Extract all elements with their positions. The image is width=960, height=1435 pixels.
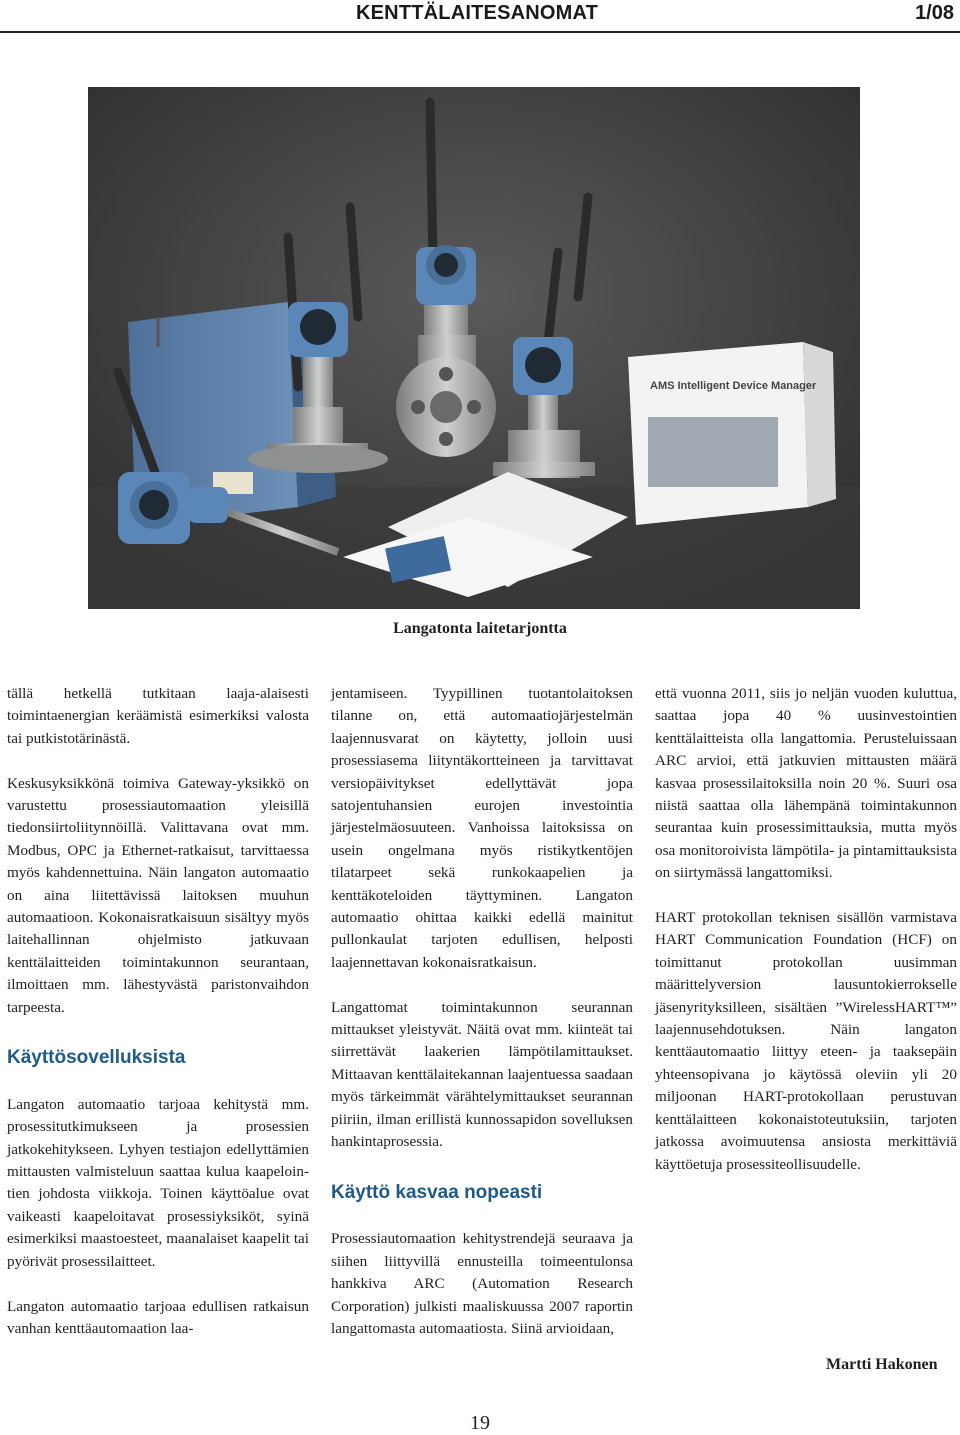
product-photo — [88, 87, 860, 609]
software-box-label: AMS Intelligent Device Manager — [650, 380, 817, 392]
author-name: Martti Hakonen — [826, 1356, 938, 1373]
column-2 — [331, 683, 633, 1340]
col1-paragraph-2: Keskusyksikkönä toimiva Gateway-yksikkö on varustettu prosessiautomaation yleisillä tiedonsiirtoliitynnöillä. Valittavana ovat mm. Modbus, OPC ja Ethernet-ratkaisut, tarvittaessa myös kahdennettuina. Näin langaton automaatio on aina liitettävissä laitoksen muuhun automaatioon. Kokonaisratkaisuun sisältyy myös laitehallinnan ohjelmisto jatkuvaan kenttälaitteiden toimintakunnon seurantaan, ilmoittaen mm. lähestyvästä paristonvaihdon tarpeesta. — [7, 774, 309, 1016]
col3-paragraph-1: että vuonna 2011, siis jo neljän vuoden kuluttua, saattaa jopa 40 % uusinvestointien kenttälaitteista olla langattomia. Perusteluissaan ARC arvioi, että jatkuvien mittausten määrä kasvaa prosessilaitoksilla noin 20 %. Suuri osa niistä saattaa olla lähempänä toimintakunnon seurantaa kuin prosessimittauksia, mutta myös osa monitoroivista lämpötila- ja pintamittauksista on siirtymässä langattomiksi. — [655, 685, 957, 882]
issue-number: 1/08 — [915, 2, 954, 24]
col3-paragraph-2: HART protokollan teknisen sisällön varmistava HART Communication Foundation (HCF) on toimittanut protokollan uusimman määrittelyversion lausuntokierrokselle jäsenyrityksilleen, sisältäen ”WirelessHART™” laajennusehdotuksen. Näin langaton kenttäautomaatio liittyy eteen- ja taaksepäin yhteensopivana jo käytössä oleviin yli 20 miljoonan HART-protokollaan perustuvan kenttälaitteen kokonaistoteutuksiin, tarjoten jatkossa avoimuutensa ansiosta merkittäviä käyttöetuja prosessiteollisuudelle. — [655, 909, 957, 1173]
col2-paragraph-2: Langattomat toimintakunnon seurannan mittaukset yleistyvät. Näitä ovat mm. kiinteät tai siirrettävät laakerien lämpötilamittaukset. Mittaavan kenttälaitekannan laajentuessa saadaan myös tärkeimmät värähtelymittaukset seurannan piiriin, ilman erillistä kunnossapidon sovelluksen hankintaprosessia. — [331, 998, 633, 1151]
figure-caption: Langatonta laitetarjontta — [393, 620, 567, 637]
column-1 — [7, 683, 309, 1340]
page-number: 19 — [470, 1412, 490, 1434]
col2-paragraph-3: Prosessiautomaation kehitystrendejä seuraava ja siihen liittyvillä ennusteilla toimeentulonsa hankkiva ARC (Automation Research Corporation) julkisti maaliskuussa 2007 raportin langattomasta automaatiosta. Siinä arvioidaan, — [331, 1230, 633, 1337]
col1-paragraph-4: Langaton automaatio tarjoaa edullisen ratkaisun vanhan kenttäautomaation laa- — [7, 1297, 309, 1337]
col2-paragraph-1: jentamiseen. Tyypillinen tuotantolaitoksen tilanne on, että automaatiojärjestelmän laajennusvarat on käytetty, jolloin uusi prosessiasema liityntäkortteineen ja tarvittavat versiopäivitykset edellyttävät jopa satojentuhansien eurojen investointia järjestelmäosuuteen. Vanhoissa laitoksissa on usein ongelmana myös ristikytkentöjen tilatarpeet sekä runkokaapelien ja kenttäkoteloiden täyttyminen. Langaton automaatio ohittaa kaikki edellä mainitut pullonkaulat tarjoten edullisen, helposti laajennettavan kokonaisratkaisun. — [331, 685, 633, 971]
col1-paragraph-1: tällä hetkellä tutkitaan laaja-alaisesti toimintaenergian keräämistä esimerkiksi valosta tai putkistotärinästä. — [7, 685, 309, 747]
section-heading-growth: Käyttö kasvaa nopeasti — [331, 1181, 543, 1203]
page-header — [0, 0, 960, 30]
publication-title: KENTTÄLAITESANOMAT — [356, 2, 599, 24]
column-3 — [655, 683, 957, 1176]
col1-paragraph-3: Langaton automaatio tarjoaa kehitystä mm. prosessitutkimukseen ja prosessien jatkokehitykseen. Lyhyen testiajon edellyttämien mittausten valmisteluun saattaa kulua kaapelointien johdosta viikkoja. Toinen käyttöalue ovat vaikeasti kaapeloitavat prosessiyksiköt, syinä esimerkiksi maastoesteet, maanalaiset kaapelit tai pyörivät prosessilaitteet. — [7, 1095, 309, 1270]
software-box — [628, 342, 836, 525]
section-heading-applications: Käyttösovelluksista — [7, 1047, 186, 1069]
header-rule — [0, 31, 960, 33]
